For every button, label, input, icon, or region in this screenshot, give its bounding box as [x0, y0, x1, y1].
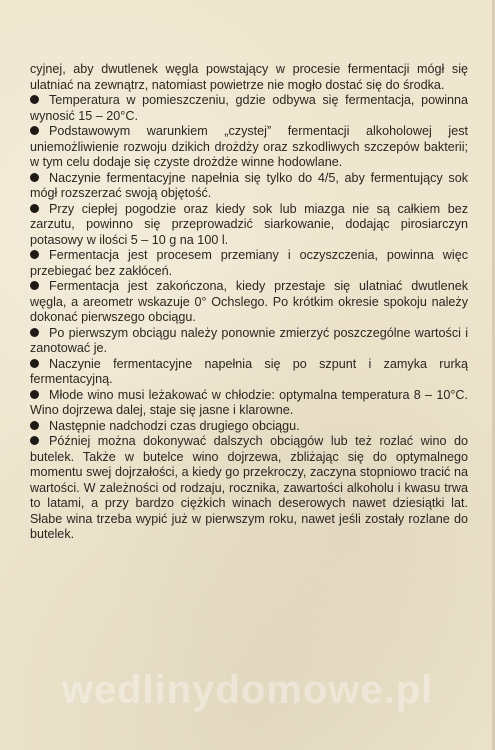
paragraph-text: Przy ciepłej pogodzie oraz kiedy sok lub miazga nie są całkiem bez zarzutu, powinno się przeprowadzić siarkowanie, dodając pirosiarczyn potasowy w ilości 5 – 10 g na 100 l. — [30, 201, 468, 247]
bullet-icon — [30, 281, 39, 290]
bullet-icon — [30, 126, 39, 135]
paragraph-text: Młode wino musi leżakować w chłodzie: optymalna temperatura 8 – 10°C. Wino dojrzewa dalej, staje się jasne i klarowne. — [30, 387, 468, 417]
paragraph-text: Fermentacja jest zakończona, kiedy przestaje się ulatniać dwutlenek węgla, a areometr wskazuje 0° Ochslego. Po krótkim okresie spokoju należy dokonać pierwszego obciągu. — [30, 279, 468, 324]
paragraph — [30, 62, 468, 93]
text-block — [30, 62, 468, 543]
bullet-paragraph — [30, 326, 468, 357]
watermark: wedlinydomowe.pl — [61, 668, 434, 712]
bullet-icon — [30, 95, 39, 104]
bullet-paragraph — [30, 357, 468, 388]
bullet-paragraph — [30, 171, 468, 202]
bullet-paragraph — [30, 388, 468, 419]
bullet-icon — [30, 359, 39, 368]
paragraph-text: Po pierwszym obciągu należy ponownie zmierzyć poszczególne wartości i zanotować je. — [30, 325, 468, 355]
bullet-icon — [30, 204, 39, 213]
bullet-icon — [30, 421, 39, 430]
paragraph-text: Następnie nadchodzi czas drugiego obciągu. — [49, 418, 300, 433]
bullet-icon — [30, 173, 39, 182]
bullet-icon — [30, 328, 39, 337]
bullet-paragraph — [30, 93, 468, 124]
paragraph-text: Temperatura w pomieszczeniu, gdzie odbywa się fermentacja, powinna wynosić 15 – 20°C. — [30, 93, 468, 123]
bullet-paragraph — [30, 202, 468, 249]
bullet-paragraph — [30, 279, 468, 326]
paragraph-text: Naczynie fermentacyjne napełnia się po szpunt i zamyka rurką fermentacyjną. — [30, 356, 468, 386]
bullet-paragraph — [30, 419, 468, 435]
paragraph-text: Fermentacja jest procesem przemiany i oczyszczenia, powinna więc przebiegać bez zakłóceń. — [30, 248, 468, 278]
paragraph-text: Naczynie fermentacyjne napełnia się tylko do 4/5, aby fermentujący sok mógł rozszerzać swoją objętość. — [30, 170, 468, 200]
bullet-paragraph — [30, 434, 468, 543]
bullet-paragraph — [30, 124, 468, 171]
paragraph-text: Później można dokonywać dalszych obciągów lub też rozlać wino do butelek. Także w butelce wino dojrzewa, zbliżając się do optymalnego momentu swej dojrzałości, a kiedy go przekroczy, zaczyna stopniowo tracić na wartości. W zależności od rodzaju, rocznika, zawartości alkoholu i kwasu trwa to latami, a przy bardzo ciężkich winach deserowych nawet dziesiątki lat. Słabe wina trzeba wypić już w pierwszym roku, nawet jeśli zostały rozlane do butelek. — [30, 434, 468, 541]
bullet-paragraph — [30, 248, 468, 279]
paragraph-text: Podstawowym warunkiem „czystej” fermentacji alkoholowej jest uniemożliwienie rozwoju dzikich drożdży oraz szkodliwych szczepów bakterii; w tym celu dodaje się czyste drożdże winne hodowlane. — [30, 124, 468, 169]
bullet-icon — [30, 250, 39, 259]
paragraph-text: cyjnej, aby dwutlenek węgla powstający w procesie fermentacji mógł się ulatniać na zewnątrz, natomiast powietrze nie mogło dostać się do środka. — [30, 62, 468, 92]
bullet-icon — [30, 436, 39, 445]
bullet-icon — [30, 390, 39, 399]
